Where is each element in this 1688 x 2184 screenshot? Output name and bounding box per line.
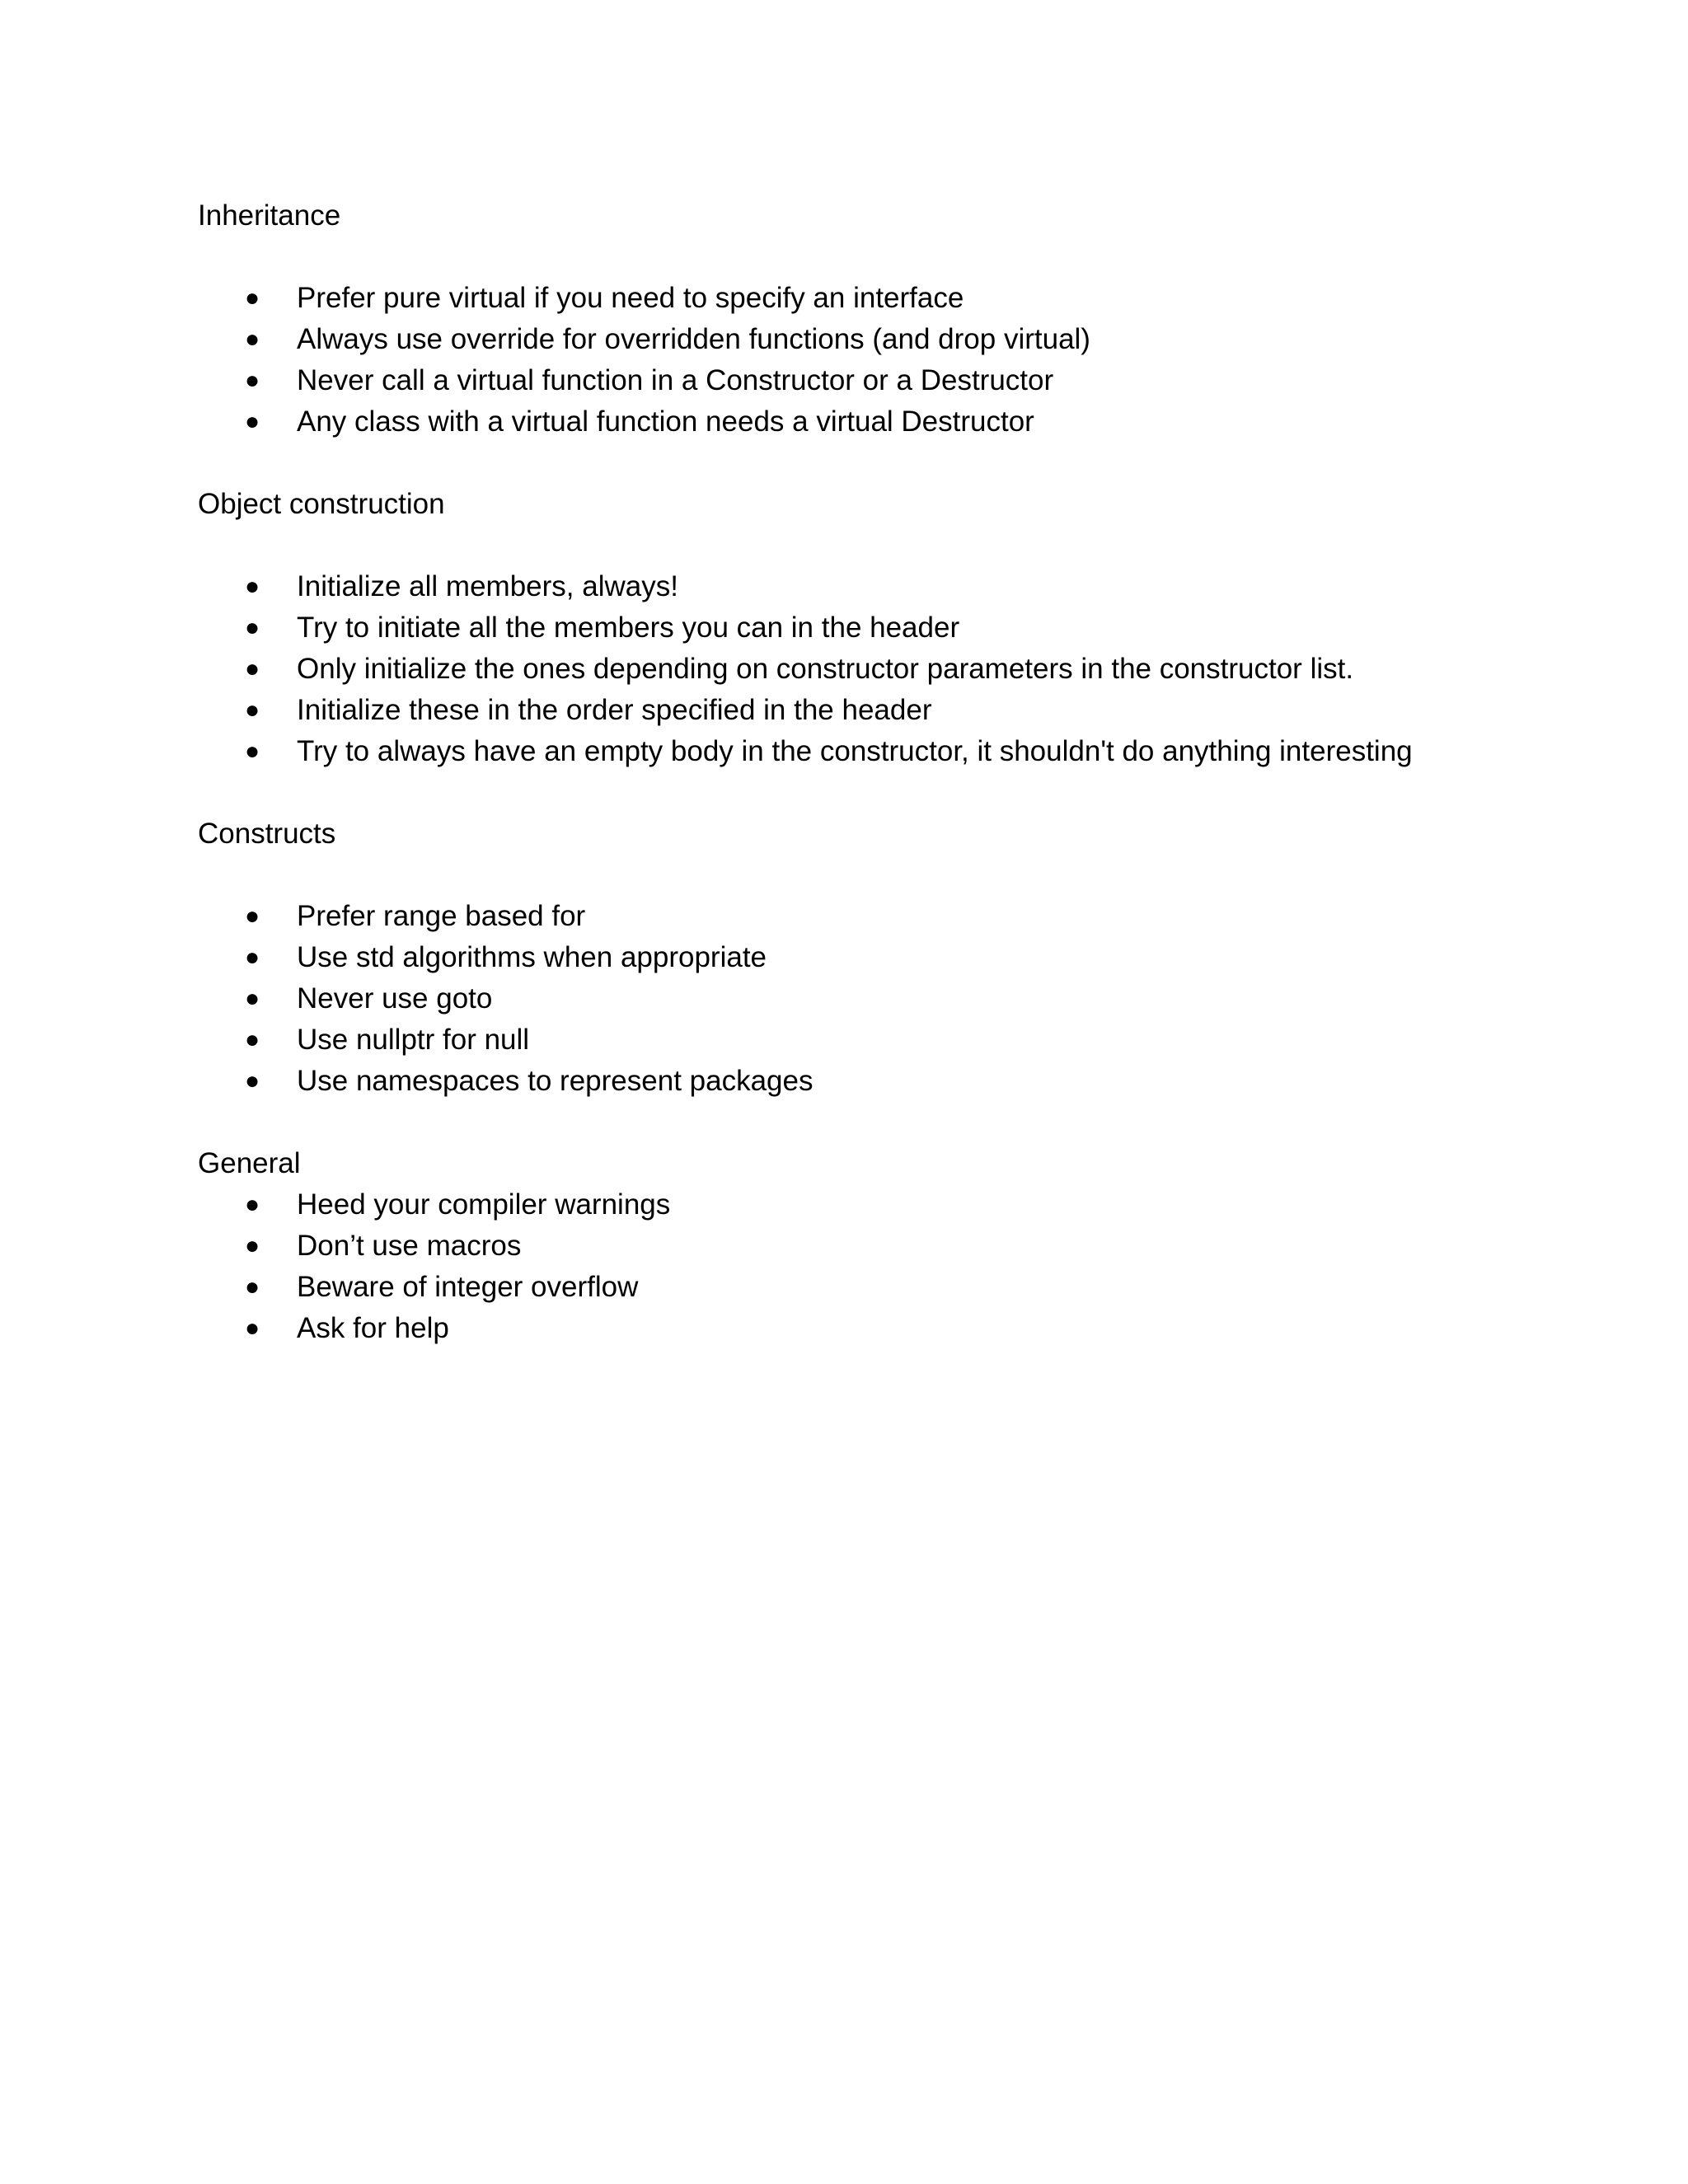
- bullet-icon: ●: [245, 367, 260, 394]
- bullet-icon: ●: [245, 573, 260, 600]
- list-item: [198, 690, 1599, 731]
- list-item-text: Only initialize the ones depending on constructor parameters in the constructor list.: [297, 653, 1354, 685]
- bullet-icon: ●: [245, 1067, 260, 1094]
- bullet-icon: ●: [245, 326, 260, 353]
- bullet-icon: ●: [245, 408, 260, 435]
- list-item-text: Use nullptr for null: [297, 1024, 530, 1056]
- list-item: [198, 607, 1599, 649]
- bullet-icon: ●: [245, 1232, 260, 1259]
- section-general: [198, 1143, 1599, 1349]
- section-heading: Constructs: [198, 818, 336, 850]
- list-item: [198, 278, 1599, 319]
- bullet-icon: ●: [245, 614, 260, 641]
- bullet-icon: ●: [245, 985, 260, 1012]
- list-item-text: Always use override for overridden functions (and drop virtual): [297, 323, 1090, 355]
- list-item: [198, 1267, 1599, 1308]
- list-item: [198, 649, 1599, 690]
- bullet-icon: ●: [245, 696, 260, 724]
- list-item-text: Ask for help: [297, 1312, 449, 1344]
- bullet-icon: ●: [245, 1191, 260, 1218]
- bullet-icon: ●: [245, 944, 260, 971]
- list-item-text: Beware of integer overflow: [297, 1271, 639, 1303]
- bullet-icon: ●: [245, 655, 260, 682]
- bullet-icon: ●: [245, 902, 260, 930]
- list-item-text: Any class with a virtual function needs a virtual Destructor: [297, 405, 1034, 438]
- section-heading: Object construction: [198, 488, 445, 520]
- bullet-icon: ●: [245, 284, 260, 312]
- list-item-text: Try to initiate all the members you can in the header: [297, 612, 960, 644]
- list-item: [198, 360, 1599, 401]
- bullet-icon: ●: [245, 1273, 260, 1301]
- list-item-text: Use namespaces to represent packages: [297, 1065, 814, 1097]
- section-heading: Inheritance: [198, 199, 341, 232]
- list-item: [198, 896, 1599, 937]
- list-item: [198, 1184, 1599, 1226]
- list-item-text: Don’t use macros: [297, 1230, 522, 1262]
- bullet-list: [198, 1184, 1599, 1349]
- list-item: [198, 566, 1599, 607]
- bullet-list: [198, 896, 1599, 1102]
- section-heading: General: [198, 1147, 301, 1179]
- list-item: [198, 1308, 1599, 1349]
- bullet-icon: ●: [245, 1315, 260, 1342]
- list-item-text: Initialize all members, always!: [297, 570, 678, 602]
- bullet-icon: ●: [245, 738, 260, 765]
- section-constructs: [198, 813, 1599, 1102]
- list-item-text: Never use goto: [297, 982, 493, 1015]
- list-item: [198, 937, 1599, 978]
- list-item-text: Never call a virtual function in a Constructor or a Destructor: [297, 364, 1054, 396]
- list-item: [198, 1019, 1599, 1061]
- list-item-text: Heed your compiler warnings: [297, 1188, 671, 1221]
- list-item: [198, 1226, 1599, 1267]
- list-item-text: Prefer pure virtual if you need to specify an interface: [297, 282, 964, 314]
- list-item-text: Prefer range based for: [297, 900, 586, 932]
- list-item: [198, 401, 1599, 443]
- list-item: [198, 731, 1599, 772]
- bullet-list: [198, 278, 1599, 443]
- section-inheritance: [198, 195, 1599, 443]
- list-item: [198, 319, 1599, 360]
- section-object-construction: [198, 484, 1599, 772]
- bullet-list: [198, 566, 1599, 772]
- bullet-icon: ●: [245, 1026, 260, 1053]
- list-item-text: Initialize these in the order specified in the header: [297, 694, 932, 726]
- list-item: [198, 978, 1599, 1019]
- list-item-text: Use std algorithms when appropriate: [297, 941, 767, 973]
- list-item: [198, 1061, 1599, 1102]
- list-item-text: Try to always have an empty body in the constructor, it shouldn't do anything interesting: [297, 735, 1413, 767]
